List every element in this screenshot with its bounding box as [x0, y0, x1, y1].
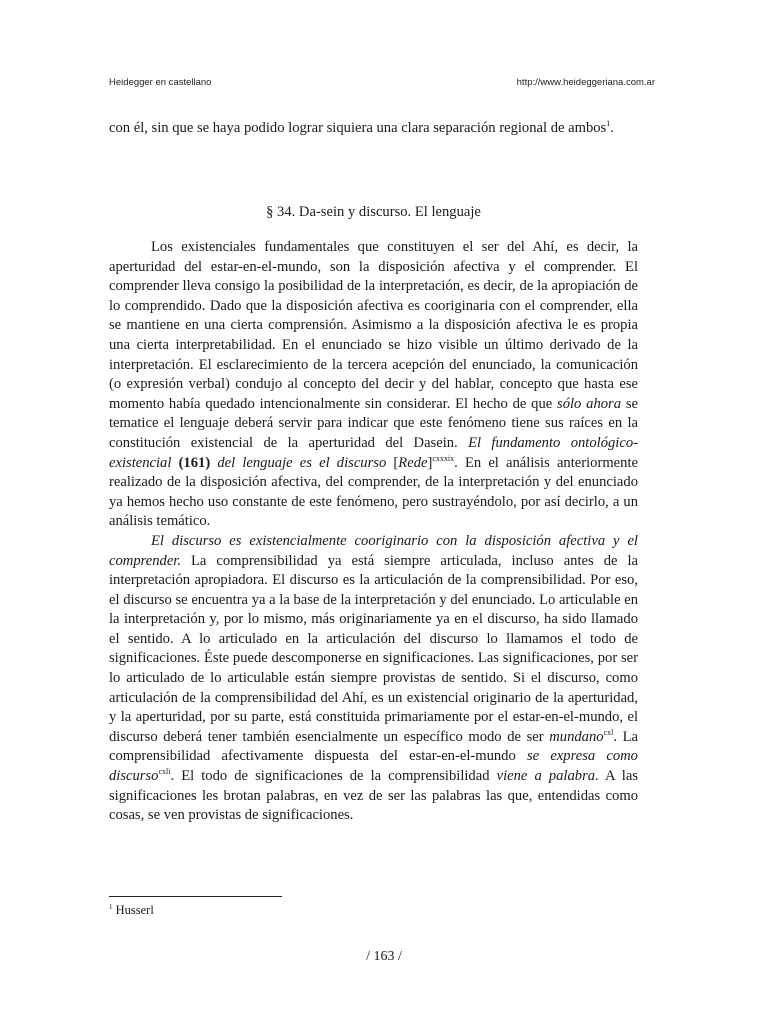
text-run: . A las significaciones les brotan palabras, en vez de ser las palabras las que, entendidas como cosas, se ven provistas de significaciones.	[109, 768, 638, 824]
italic-run: El discurso es existencialmente cooriginario con la disposición afectiva y el comprender.	[109, 532, 638, 569]
header-url: http://www.heideggeriana.com.ar	[516, 77, 655, 88]
endnote-marker: cxxxix	[432, 453, 455, 463]
paragraph-2	[109, 532, 638, 826]
main-text	[109, 238, 638, 826]
italic-run: Rede	[398, 454, 428, 471]
footnote-mark: 1	[109, 902, 113, 911]
endnote-marker: cxl	[603, 727, 614, 737]
endnote-marker: cxli	[158, 767, 171, 777]
italic-run: sólo ahora	[557, 395, 622, 412]
text-run: [	[386, 454, 399, 471]
italic-run: El fundamento ontológico-existencial	[109, 434, 638, 471]
section-heading: § 34. Da-sein y discurso. El lenguaje	[266, 204, 481, 220]
italic-run: del lenguaje es el discurso	[217, 454, 387, 471]
continuation-end: .	[610, 120, 614, 136]
footnote	[109, 903, 154, 918]
italic-run: se expresa como discurso	[109, 748, 638, 785]
continuation-paragraph	[109, 119, 638, 139]
running-header	[109, 77, 655, 88]
text-run: . La comprensibilidad afectivamente dispuesta del estar-en-el-mundo	[109, 728, 638, 765]
text-run: . El todo de significaciones de la comprensibilidad	[170, 768, 497, 785]
text-run: La comprensibilidad ya está siempre articulada, incluso antes de la interpretación apropiadora. El discurso es la articulación de la comprensibilidad. Por eso, el discurso se encuentra ya a la base de la interpretación y del enunciado. Lo articulable en la interpretación y, por lo mismo, más originariamente ya en el discurso, ha sido llamado el sentido. A lo articulado en la articulación del discurso lo llamamos el todo de significaciones. Éste puede descomponerse en significaciones. Las significaciones, por ser lo articulado de lo articulable están siempre provistas de sentido. Si el discurso, como articulación de la comprensibilidad del Ahí, es un existencial originario de la aperturidad, y la aperturidad, por su parte, está constituida primariamente por el estar-en-el-mundo, el discurso deberá tener también esencialmente un específico modo de ser	[109, 552, 638, 745]
paragraph-1	[109, 238, 638, 532]
continuation-text: con él, sin que se haya podido lograr siquiera una clara separación regional de ambos	[109, 120, 607, 136]
footnote-divider	[109, 896, 282, 897]
text-run: . En el análisis anteriormente realizado de la disposición afectiva, del comprender, de la interpretación y del enunciado ya hemos hecho uso constante de este fenómeno, pero sustrayéndolo, por así decirlo, a un análisis temático.	[109, 454, 638, 530]
footnote-reference: 1	[606, 119, 611, 129]
italic-run: viene a palabra	[496, 768, 596, 785]
page-ref: (161)	[171, 454, 218, 471]
page-number: / 163 /	[366, 949, 402, 964]
italic-run: mundano	[549, 728, 604, 745]
text-run: ]	[427, 454, 433, 471]
text-run: se tematice el lenguaje deberá servir para indicar que este fenómeno tiene sus raíces en la constitución existencial de la aperturidad del Dasein.	[109, 395, 638, 451]
text-run: Los existenciales fundamentales que constituyen el ser del Ahí, es decir, la aperturidad del estar-en-el-mundo, son la disposición afectiva y el comprender. El comprender lleva consigo la posibilidad de la interpretación, es decir, de la apropiación de lo comprendido. Dado que la disposición afectiva es cooriginaria con el comprender, ella se mantiene en una cierta comprensión. Asimismo a la disposición afectiva le es propia una cierta interpretabilidad. En el enunciado se hizo visible un último derivado de la interpretación. El esclarecimiento de la tercera acepción del enunciado, la comunicación (o expresión verbal) condujo al concepto del decir y del hablar, concepto que hasta ese momento había quedado intencionalmente sin considerar. El hecho de que	[109, 239, 638, 412]
footnote-text: Husserl	[115, 903, 154, 917]
header-title: Heidegger en castellano	[109, 77, 212, 88]
